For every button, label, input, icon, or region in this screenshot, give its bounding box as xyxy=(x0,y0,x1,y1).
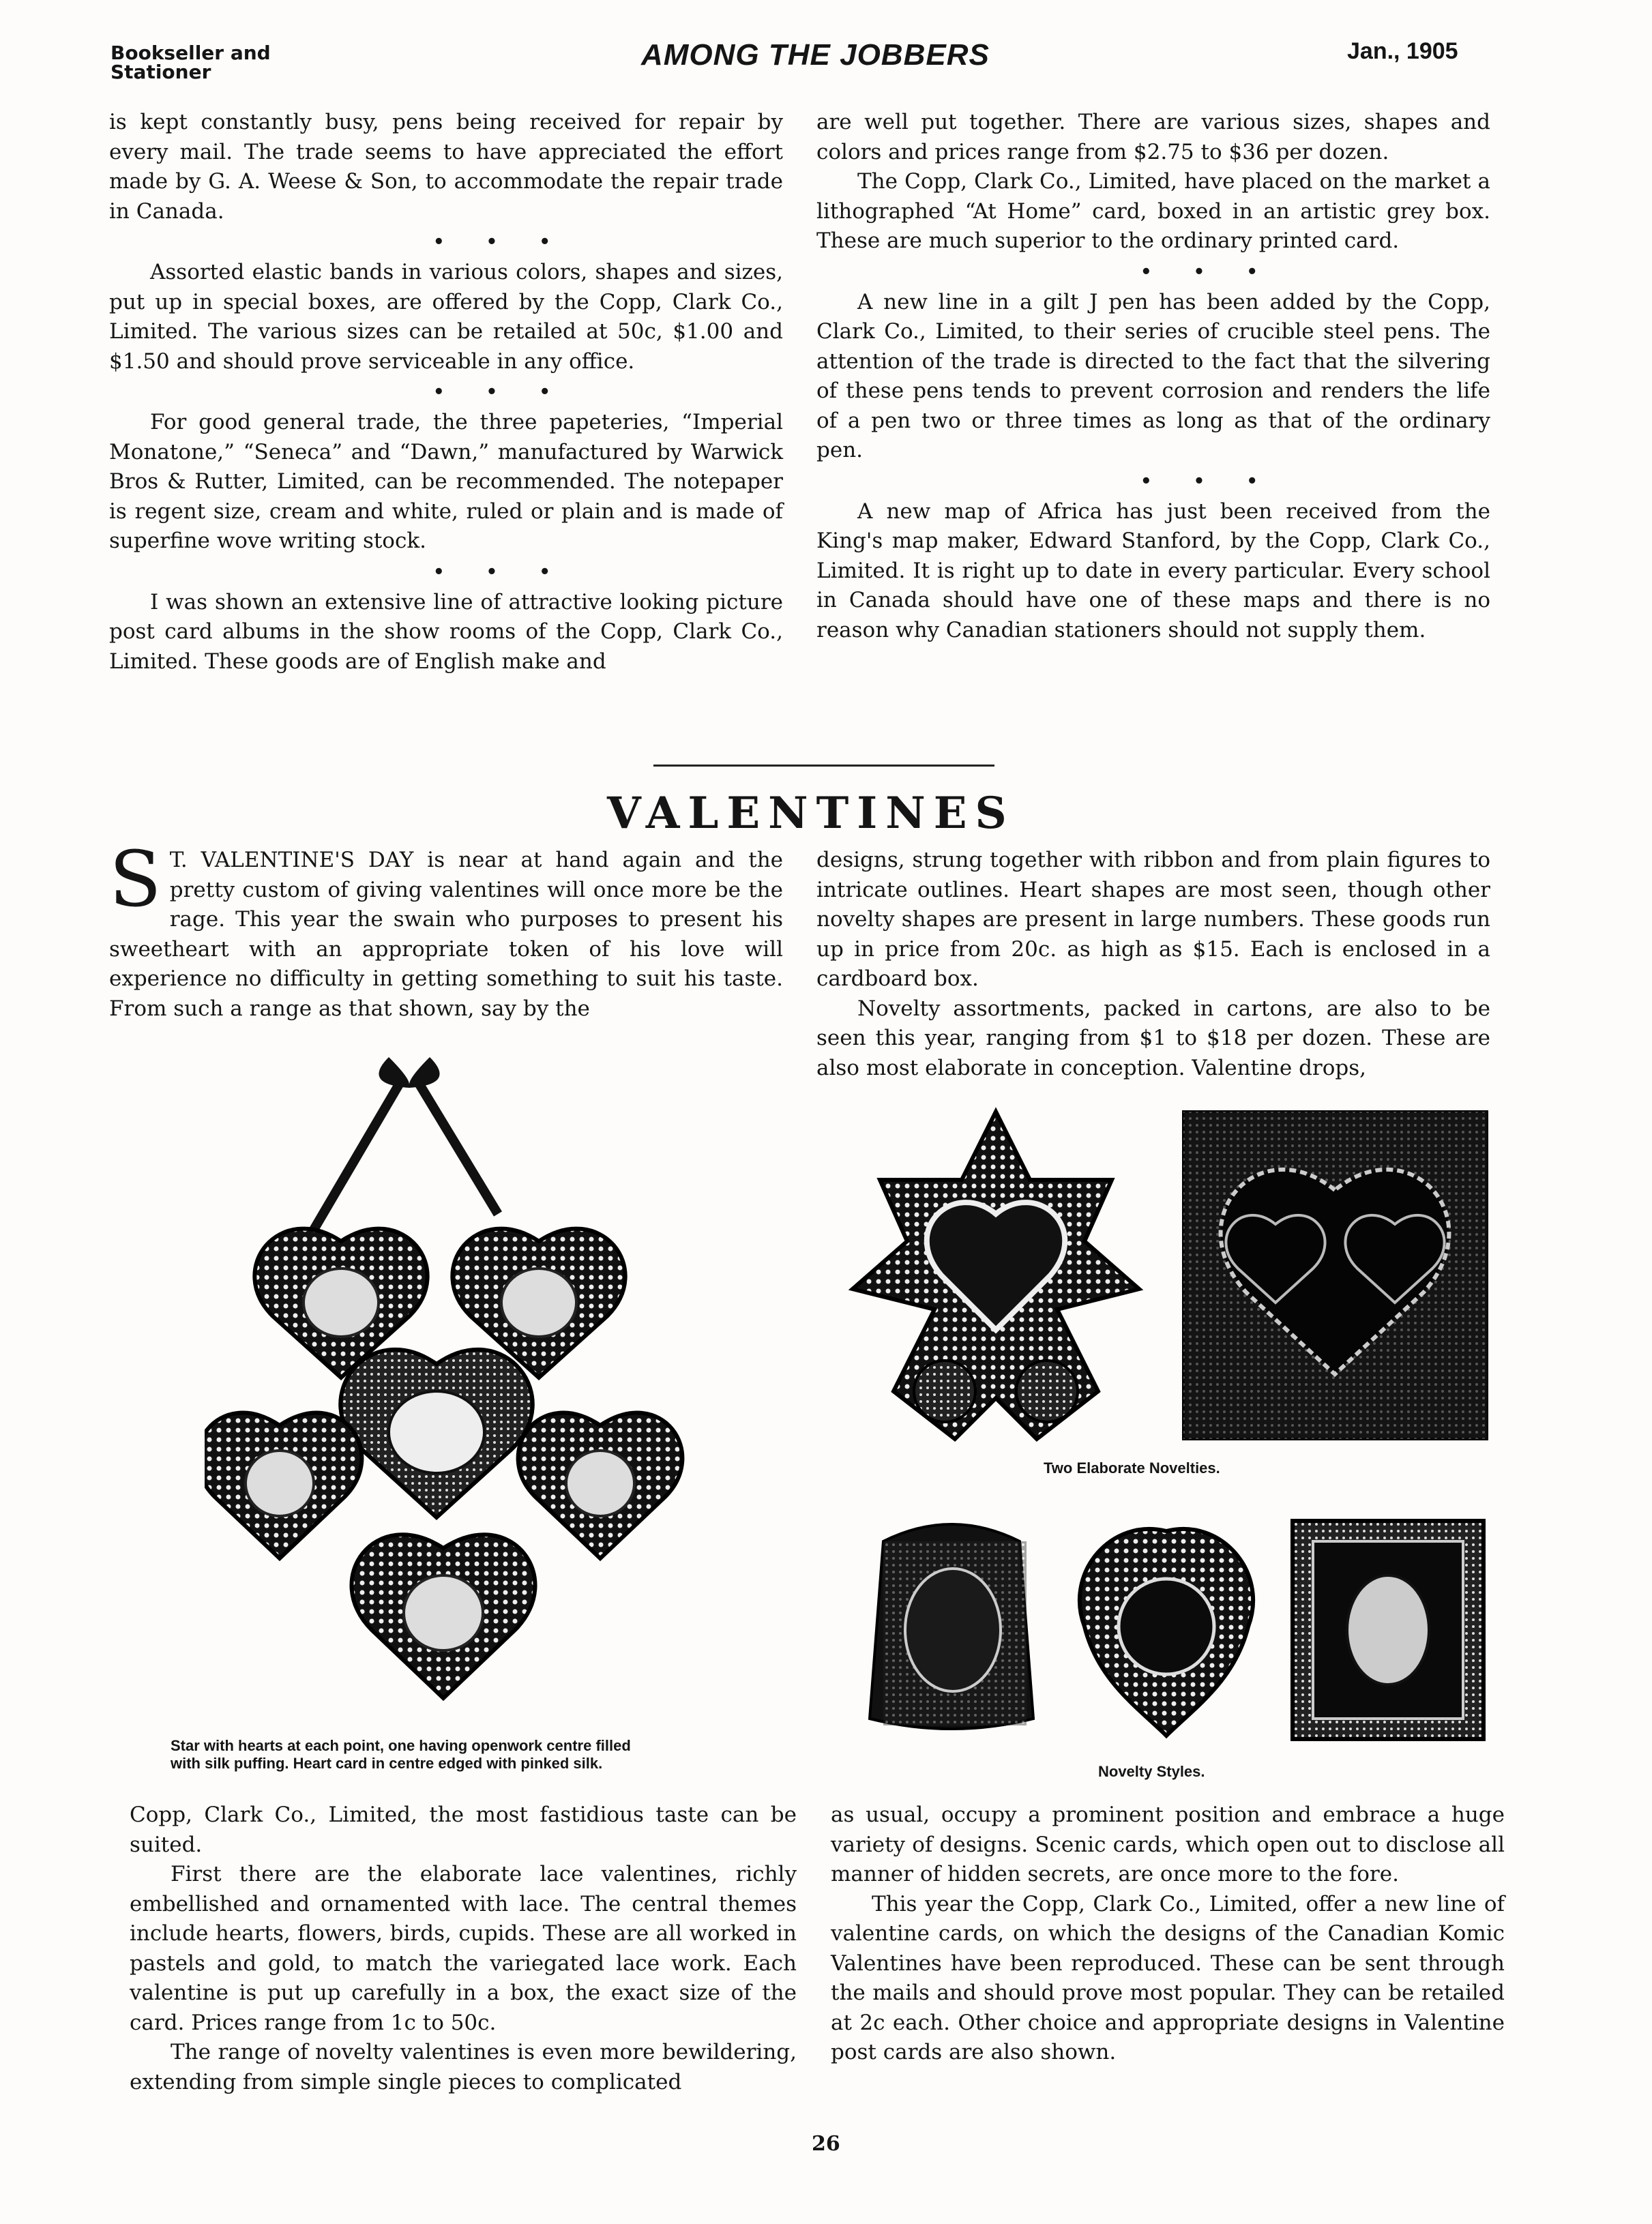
separator-dots: • • • xyxy=(1140,261,1275,282)
paragraph: designs, strung together with ribbon and from plain figures to intricate outlines. Heart shapes are most seen, though other novelty shapes are present in large numbers. These goods run up in price from 20c. as high as $15. Each is enclosed in a cardboard box. xyxy=(816,848,1490,991)
bottom-left-column xyxy=(130,1800,797,2097)
section-title: VALENTINES xyxy=(607,788,1015,839)
paragraph: A new line in a gilt J pen has been added by the Copp, Clark Co., Limited, to their series of crucible steel pens. The attention of the trade is directed to the fact that the silvering of these pens tends to prevent corrosion and renders the life of a pen two or three times as long as that of the ordinary pen. xyxy=(816,289,1490,462)
intro-right-column xyxy=(816,846,1490,1083)
separator-dots: • • • xyxy=(433,561,568,582)
header-section-title: AMONG THE JOBBERS xyxy=(641,38,990,72)
top-right-column xyxy=(816,108,1490,645)
elaborate-novelty-right xyxy=(1180,1108,1490,1442)
novelty-style-left xyxy=(856,1514,1050,1739)
paragraph: I was shown an extensive line of attractive looking picture post card albums in the show rooms of the Copp, Clark Co., Limited. These goods are of English make and xyxy=(109,589,783,674)
paragraph: as usual, occupy a prominent position and embrace a huge variety of designs. Scenic cards, which open out to disclose all manner of hidden secrets, are once more to the fore. xyxy=(831,1803,1505,1886)
caption-star-valentine xyxy=(171,1737,818,1773)
drop-cap: S xyxy=(109,835,162,924)
novelty-style-center xyxy=(1064,1517,1269,1749)
header-publication-line2: Stationer xyxy=(110,61,211,83)
header-publication-line1: Bookseller and xyxy=(110,42,271,64)
separator-dots: • • • xyxy=(433,382,568,402)
caption-elaborate-novelties: Two Elaborate Novelties. xyxy=(1044,1459,1220,1477)
paragraph: For good general trade, the three papeteries, “Imperial Monatone,” “Seneca” and “Dawn,” manufactured by Warwick Bros & Rutter, Limited, can be recommended. The notepaper is regent size, cream and white, ruled or plain and is made of superfine wove writing stock. xyxy=(109,410,783,553)
bottom-right-column xyxy=(831,1800,1505,2068)
paragraph: T. VALENTINE'S DAY is near at hand again and the pretty custom of giving valentines will once more be the rage. This year the swain who purposes to present his sweetheart with an appropriate token of his love will experience no difficulty in getting something to suit his taste. From such a range as that shown, say by the xyxy=(109,848,783,1021)
caption-line: Star with hearts at each point, one having openwork centre filled xyxy=(171,1737,631,1754)
separator-dots: • • • xyxy=(1140,471,1275,492)
intro-left-column xyxy=(109,835,783,1024)
elaborate-novelty-left xyxy=(836,1105,1156,1459)
paragraph: Assorted elastic bands in various colors, shapes and sizes, put up in special boxes, are offered by the Copp, Clark Co., Limited. The various sizes can be retailed at 50c, $1.00 and $1.50 and should prove serviceable in any office. xyxy=(109,260,783,374)
page-number: 26 xyxy=(812,2132,840,2156)
header-date: Jan., 1905 xyxy=(1347,38,1458,64)
paragraph: First there are the elaborate lace valentines, richly embellished and ornamented with lace. The central themes include hearts, flowers, birds, cupids. These are all worked in pastels and gold, to match the variegated lace work. Each valentine is put up carefully in a box, the exact size of the card. Prices range from 1c to 50c. xyxy=(130,1862,797,2035)
caption-novelty-styles: Novelty Styles. xyxy=(1098,1763,1205,1780)
paragraph: Copp, Clark Co., Limited, the most fastidious taste can be suited. xyxy=(130,1803,797,1857)
header-publication xyxy=(110,44,271,82)
paragraph: A new map of Africa has just been received from the King's map maker, Edward Stanford, by the Copp, Clark Co., Limited. It is right up to date in every particular. Every school in Canada should have one of these maps and there is no reason why Canadian stationers should not supply them. xyxy=(816,499,1490,642)
paragraph: are well put together. There are various sizes, shapes and colors and prices range from $2.75 to $36 per dozen. xyxy=(816,110,1490,164)
separator-dots: • • • xyxy=(433,232,568,252)
star-valentine-illustration xyxy=(205,1043,764,1712)
paragraph: This year the Copp, Clark Co., Limited, offer a new line of valentine cards, on which the designs of the Canadian Komic Valentines have been reproduced. These can be sent through the mails and should prove most popular. They can be retailed at 2c each. Other choice and appropriate designs in Valentine post cards are also shown. xyxy=(831,1891,1505,2064)
title-rule xyxy=(653,765,994,767)
paragraph: The range of novelty valentines is even more bewildering, extending from simple single pieces to complicated xyxy=(130,2040,797,2094)
paragraph: The Copp, Clark Co., Limited, have placed on the market a lithographed “At Home” card, boxed in an artistic grey box. These are much superior to the ordinary printed card. xyxy=(816,169,1490,253)
paragraph: Novelty assortments, packed in cartons, are also to be seen this year, ranging from $1 to $18 per dozen. These are also most elaborate in conception. Valentine drops, xyxy=(816,996,1490,1080)
paragraph: is kept constantly busy, pens being received for repair by every mail. The trade seems to have appreciated the effort made by G. A. Weese & Son, to accommodate the repair trade in Canada. xyxy=(109,110,783,224)
top-left-column xyxy=(109,108,783,677)
novelty-style-right xyxy=(1286,1514,1490,1746)
caption-line: with silk puffing. Heart card in centre edged with pinked silk. xyxy=(171,1755,603,1772)
